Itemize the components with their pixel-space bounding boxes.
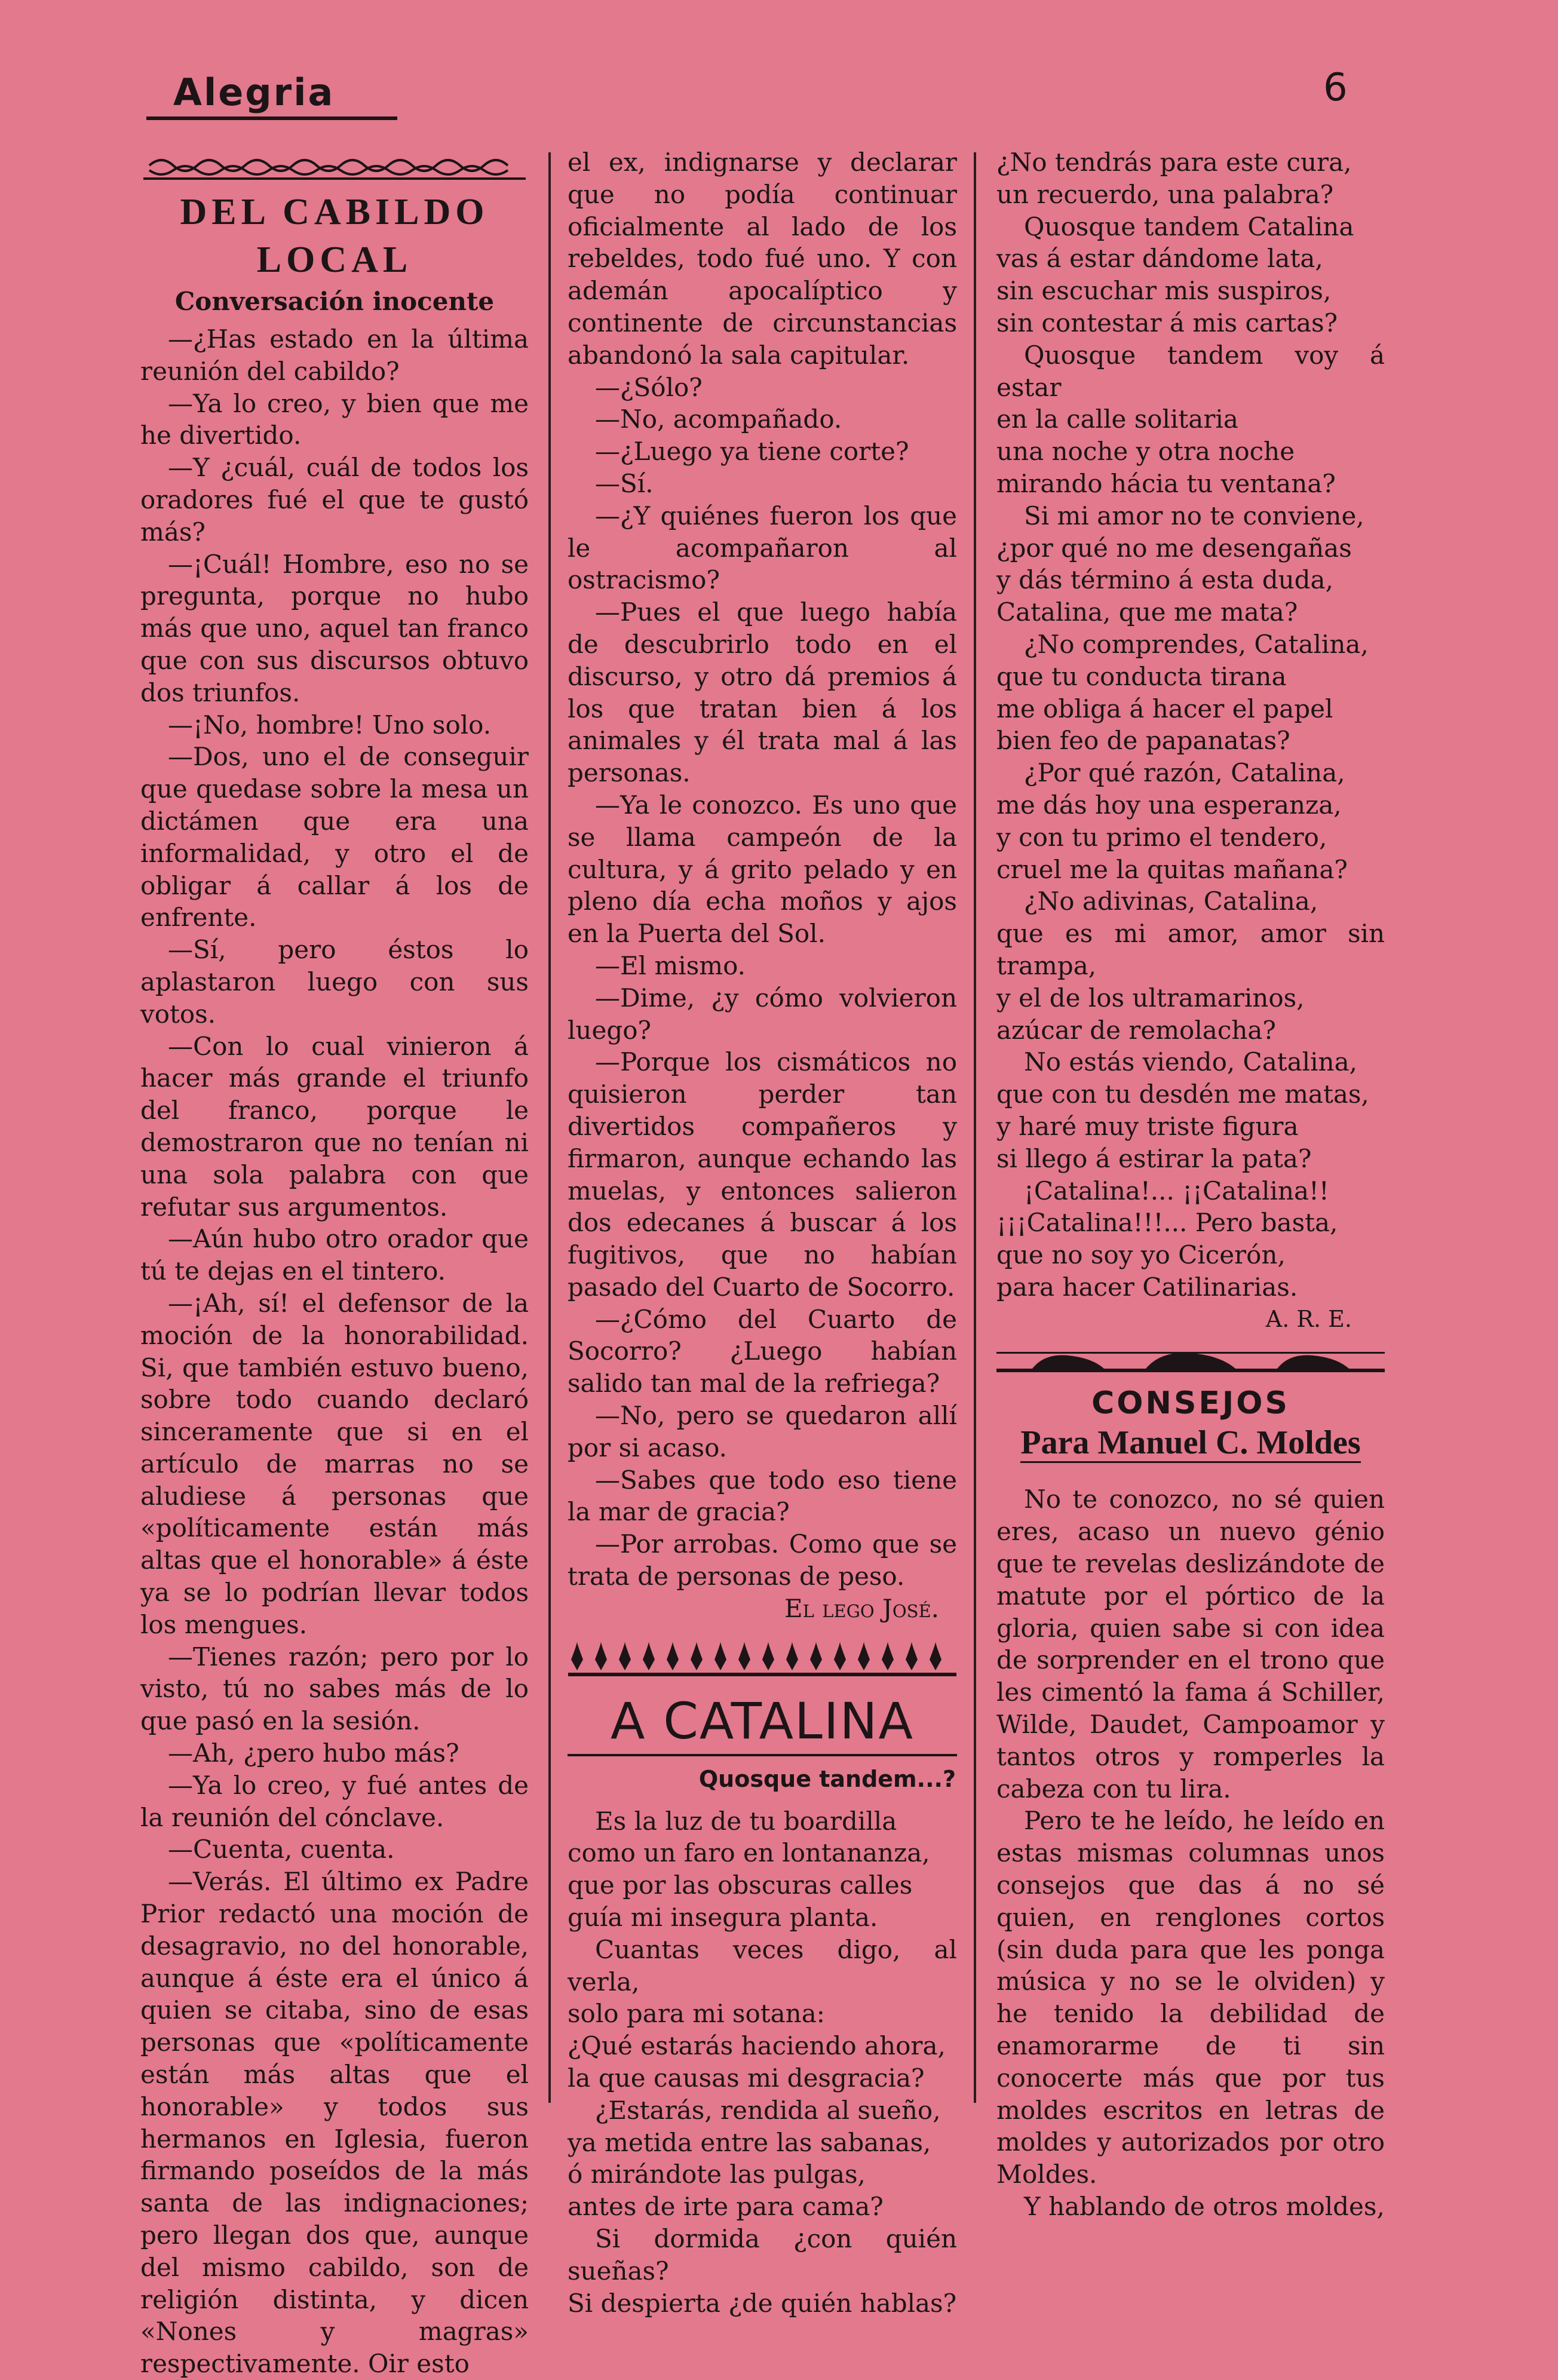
ornamental-divider <box>996 1348 1385 1376</box>
column-1 <box>140 152 529 2380</box>
paragraph: —Dos, uno el de conseguir que quedase sobre la mesa un dictámen que era una informalidad, y otro el de obligar á callar á los de enfrente. <box>140 742 529 933</box>
poem-line: un recuerdo, una palabra? <box>996 179 1334 209</box>
paragraph: —¿Sólo? <box>595 372 703 402</box>
paragraph: el ex, indignarse y declarar que no podía continuar oficialmente al lado de los rebeldes, todo fué uno. Y con ademán apocalíptico y continente de circunstancias abandonó la sala capitular. <box>568 148 957 370</box>
paragraph: —Porque los cismáticos no quisieron perder tan divertidos compañeros y firmaron, aunque echando las muelas, y entonces salieron dos edecanes á buscar á los fugitivos, que no habían pasado del Cuarto de Socorro. <box>568 1047 957 1302</box>
masthead-title: Alegria <box>173 70 335 114</box>
paragraph: —¡Cuál! Hombre, eso no se pregunta, porque no hubo más que uno, aquel tan franco que con sus discursos obtuvo dos triunfos. <box>140 549 529 707</box>
column-divider-1 <box>548 152 551 2103</box>
paragraph: Y hablando de otros moldes, <box>1024 2192 1385 2222</box>
poem-line: Catalina, que me mata? <box>996 597 1298 627</box>
column-divider-2 <box>974 152 976 2103</box>
poem-line: Quosque tandem voy á estar <box>996 340 1385 402</box>
poem-line: solo para mi sotana: <box>568 1999 825 2029</box>
poem-line: y el de los ultramarinos, <box>996 983 1305 1013</box>
poem-line: que por las obscuras calles <box>568 1870 913 1900</box>
paragraph: —¡Ah, sí! el defensor de la moción de la honorabilidad. Si, que también estuvo bueno, sobre todo cuando declaró sinceramente que si en el artículo de marras no se aludiese á personas que «políticamente están más altas que el honorable» á éste ya se lo podrían llevar todos los mengues. <box>140 1288 529 1639</box>
poem-line: una noche y otra noche <box>996 437 1295 467</box>
poem-line: en la calle solitaria <box>996 404 1238 434</box>
poem-lines <box>568 1805 957 2320</box>
poem-line: ya metida entre las sabanas, <box>568 2127 931 2157</box>
poem-title: A CATALINA <box>611 1691 914 1750</box>
page-number: 6 <box>1323 66 1348 110</box>
paragraph: —¿Y quiénes fueron los que le acompañaron al ostracismo? <box>568 501 957 595</box>
poem-line: sin escuchar mis suspiros, <box>996 276 1332 306</box>
poem-epigraph: Quosque tandem...? <box>698 1765 956 1792</box>
paragraph: —Por arrobas. Como que se trata de personas de peso. <box>568 1529 957 1591</box>
poem-line: ¡¡¡Catalina!!!... Pero basta, <box>996 1208 1338 1238</box>
article-title: DEL CABILDO LOCAL <box>180 192 489 280</box>
poem-line: ¿No comprendes, Catalina, <box>1024 629 1369 659</box>
paragraph: —Aún hubo otro orador que tú te dejas en el tintero. <box>140 1224 529 1286</box>
paragraph: Pero te he leído, he leído en estas mismas columnas unos consejos que das á no sé quien, en renglones cortos (sin duda para que les ponga música y no se le olviden) y he tenido la debilidad de enamorarme de ti sin conocerte más que por tus moldes escritos en letras de moldes y autorizados por otro Moldes. <box>996 1806 1385 2189</box>
paragraph: —Sí. <box>595 468 654 498</box>
poem-line: Si dormida ¿con quién sueñas? <box>568 2224 957 2286</box>
poem-line: ¿Por qué razón, Catalina, <box>1024 758 1345 788</box>
poem-line: ¿Qué estarás haciendo ahora, <box>568 2031 946 2061</box>
paragraph: —No, acompañado. <box>595 404 842 434</box>
poem-line: ¿No tendrás para este cura, <box>996 148 1352 177</box>
poem-line: ¿No adivinas, Catalina, <box>1024 887 1318 916</box>
poem-line: me dás hoy una esperanza, <box>996 790 1342 820</box>
poem-continuation <box>996 146 1385 1304</box>
paragraph: —Ya le conozco. Es uno que se llama campeón de la cultura, y á grito pelado y en pleno día echa moños y ajos en la Puerta del Sol. <box>568 790 957 949</box>
paragraph: No te conozco, no sé quien eres, acaso un nuevo génio que te revelas deslizándote de matute por el pórtico de la gloria, quien sabe si con idea de sorprender en el trono que les cimentó la fama á Schiller, Wilde, Daudet, Campoamor y tantos otros y romperles la cabeza con tu lira. <box>996 1485 1385 1804</box>
paragraph: —Verás. El último ex Padre Prior redactó una moción de desagravio, no del honorable, aunque á éste era el único á quien se citaba, sino de esas personas que «políticamente están más altas que el honorable» y todos sus hermanos en Iglesia, fueron firmando poseídos de la más santa de las indignaciones; pero llegan dos que, aunque del mismo cabildo, son de religión distinta, y dicen «Nones y magras» respectivamente. Oir esto <box>140 1867 529 2379</box>
poem-line: Quosque tandem Catalina <box>1024 211 1354 241</box>
poem-line: No estás viendo, Catalina, <box>1024 1047 1357 1077</box>
poem-line: y con tu primo el tendero, <box>996 822 1327 852</box>
poem-line: sin contestar á mis cartas? <box>996 308 1338 338</box>
paragraph: —El mismo. <box>595 950 746 980</box>
paragraph: —¿Has estado en la última reunión del cabildo? <box>140 324 529 386</box>
poem-line: que no soy yo Cicerón, <box>996 1240 1286 1270</box>
poem-line: mirando hácia tu ventana? <box>996 468 1336 498</box>
ornament-band <box>143 152 526 182</box>
poem-line: que con tu desdén me matas, <box>996 1079 1369 1109</box>
article-signature: El lego José. <box>784 1593 939 1623</box>
poem-line: Es la luz de tu boardilla <box>595 1806 897 1836</box>
palmette-ornament-band <box>568 1640 956 1680</box>
poem-line: me obliga á hacer el papel <box>996 694 1333 723</box>
poem-line: que tu conducta tirana <box>996 661 1287 691</box>
paragraph: —¿Cómo del Cuarto de Socorro? ¿Luego habían salido tan mal de la refriega? <box>568 1304 957 1398</box>
poem-line: antes de irte para cama? <box>568 2192 884 2222</box>
paragraph: —Pues el que luego había de descubrirlo todo en el discurso, y otro dá premios á los que tratan bien á los animales y él trata mal á las personas. <box>568 597 957 788</box>
paragraph: —Ya lo creo, y fué antes de la reunión del cónclave. <box>140 1770 529 1832</box>
poem-line: guía mi insegura planta. <box>568 1903 878 1933</box>
poem-line: para hacer Catilinarias. <box>996 1272 1298 1302</box>
paragraph: —Sí, pero éstos lo aplastaron luego con sus votos. <box>140 935 529 1029</box>
paragraph: —Tienes razón; pero por lo visto, tú no sabes más de lo que pasó en la sesión. <box>140 1642 529 1736</box>
poem-line: cruel me la quitas mañana? <box>996 854 1348 884</box>
column-3 <box>996 146 1385 2223</box>
poem-line: ¿por qué no me desengañas <box>996 533 1352 563</box>
paragraph: —Sabes que todo eso tiene la mar de gracia? <box>568 1465 957 1527</box>
poem-line: como un faro en lontananza, <box>568 1838 930 1868</box>
poem-line: la que causas mi desgracia? <box>568 2063 925 2093</box>
poem-line: bien feo de papanatas? <box>996 726 1290 756</box>
poem-line: y haré muy triste figura <box>996 1111 1299 1141</box>
poem-signature: A. R. E. <box>1265 1305 1352 1332</box>
poem-line: si llego á estirar la pata? <box>996 1143 1312 1173</box>
paragraph: —Cuenta, cuenta. <box>168 1835 395 1864</box>
column-2 <box>568 146 957 2319</box>
paragraph: —Dime, ¿y cómo volvieron luego? <box>568 983 957 1045</box>
paragraph: —No, pero se quedaron allí por si acaso. <box>568 1401 957 1462</box>
paragraph: —Con lo cual vinieron á hacer más grande el triunfo del franco, porque le demostraron que no tenían ni una sola palabra con que refutar sus argumentos. <box>140 1031 529 1222</box>
poem-line: ¿Estarás, rendida al sueño, <box>595 2095 941 2125</box>
article-title: CONSEJOS <box>1091 1385 1290 1422</box>
poem-line: y dás término á esta duda, <box>996 565 1333 595</box>
poem-line: que es mi amor, amor sin trampa, <box>996 919 1385 980</box>
poem-line: ¡Catalina!... ¡¡Catalina!! <box>1024 1176 1329 1206</box>
poem-line: vas á estar dándome lata, <box>996 244 1323 274</box>
paragraph: —Ah, ¿pero hubo más? <box>168 1738 459 1768</box>
article-subtitle-text: Para Manuel C. Moldes <box>1020 1424 1360 1463</box>
poem-line: ó mirándote las pulgas, <box>568 2160 866 2189</box>
article-subtitle: Conversación inocente <box>174 287 495 316</box>
masthead-rule <box>146 116 397 120</box>
poem-line: azúcar de remolacha? <box>996 1015 1276 1045</box>
paragraph: —Y ¿cuál, cuál de todos los oradores fué el que te gustó más? <box>140 453 529 547</box>
poem-line: Si mi amor no te conviene, <box>1024 501 1364 530</box>
article-subtitle <box>996 1422 1385 1463</box>
paragraph: —¡No, hombre! Uno solo. <box>168 710 492 740</box>
poem-line: Si despierta ¿de quién hablas? <box>568 2288 957 2318</box>
poem-title-rule <box>568 1754 957 1756</box>
poem-line: Cuantas veces digo, al verla, <box>568 1934 957 1996</box>
paragraph: —¿Luego ya tiene corte? <box>595 437 909 467</box>
paragraph: —Ya lo creo, y bien que me he divertido. <box>140 388 529 450</box>
